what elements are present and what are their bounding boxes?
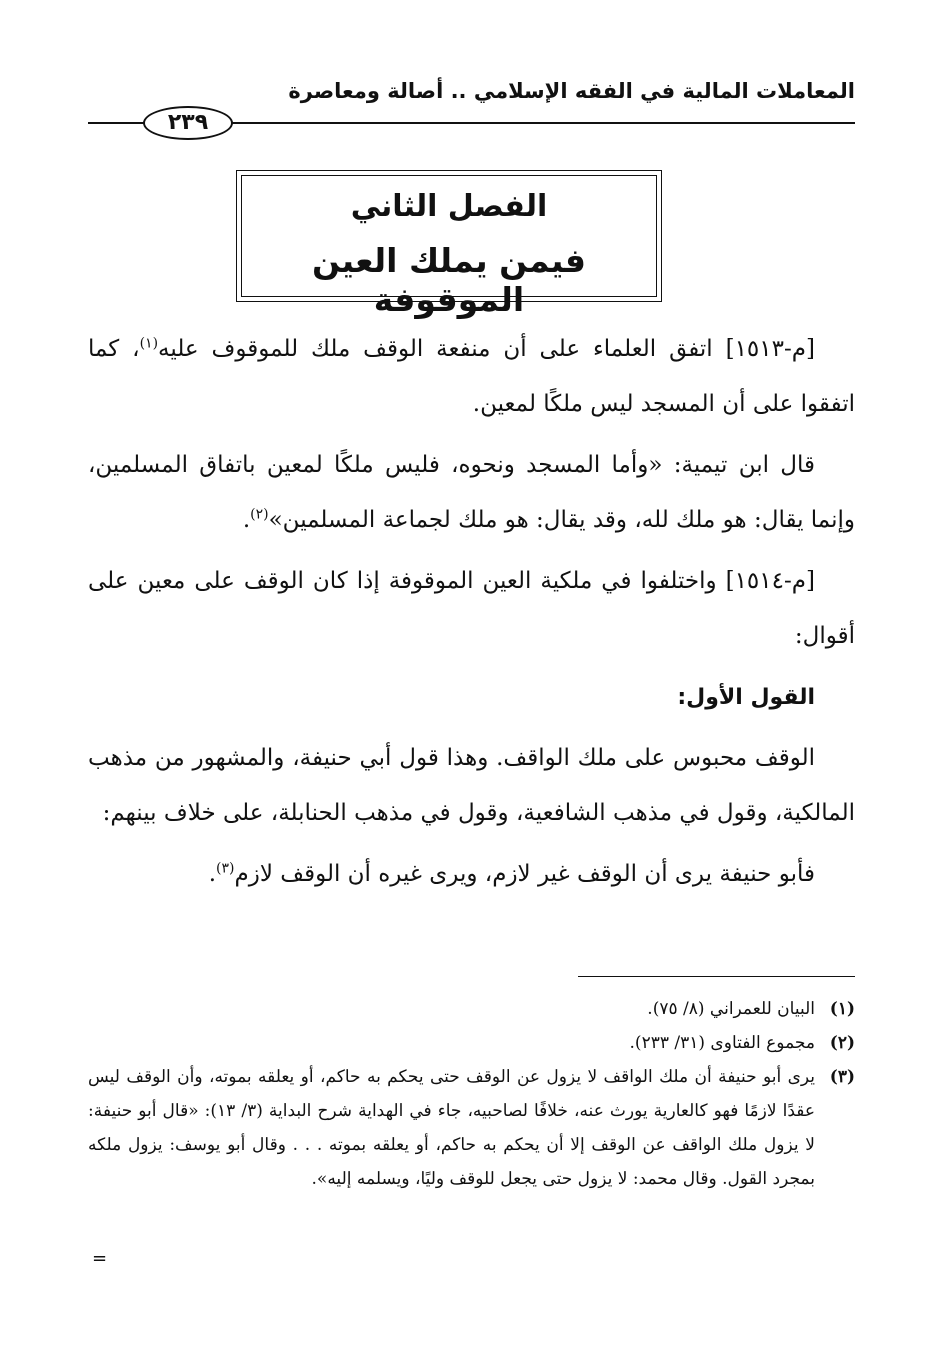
paragraph-text: ، كما اتفقوا على أن المسجد ليس ملكًا لمعين. [88, 336, 855, 417]
footnote-ref-1: (١) [139, 335, 159, 352]
footnote-text: يرى أبو حنيفة أن ملك الواقف لا يزول عن الوقف حتى يحكم به حاكم، أو يعلقه بموته، وأن الوقف ليس عقدًا لازمًا فهو كالعارية يورث عنه، خلافًا لصاحبيه، جاء في الهداية شرح البداية (٣/ ١٣): «قال أبو حنيفة: لا يزول ملك الواقف عن الوقف إلا أن يحكم به حاكم، أو يعلقه بموته . . . وقال أبو يوسف: يزول ملكه بمجرد القول. وقال محمد: لا يزول حتى يجعل للوقف وليًا، ويسلمه إليه». [88, 1067, 816, 1189]
footnote-2 [88, 1026, 855, 1060]
chapter-title-box [236, 170, 662, 319]
paragraph-1514 [88, 554, 855, 664]
footnote-ref-3: (٣) [216, 860, 235, 877]
chapter-subtitle: فيمن يملك العين الموقوفة [311, 241, 587, 319]
paragraph-text: [م-١٥١٣] اتفق العلماء على أن منفعة الوقف ملك للموقوف عليه [158, 336, 815, 362]
paragraph-text: الوقف محبوس على ملك الواقف. وهذا قول أبي حنيفة، والمشهور من مذهب المالكية، وقول في مذهب الشافعية، وقول في مذهب الحنابلة، على خلاف بينهم: [88, 745, 855, 826]
chapter-title: الفصل الثاني [350, 189, 548, 224]
paragraph-first-opinion [88, 731, 855, 841]
paragraph-1513 [88, 322, 855, 432]
footnote-number: (٣) [829, 1067, 855, 1087]
running-header-title: المعاملات المالية في الفقه الإسلامي .. أصالة ومعاصرة [288, 79, 855, 103]
paragraph-abu-hanifa [88, 847, 855, 902]
footnote-3 [88, 1060, 855, 1196]
paragraph-text: [م-١٥١٤] واختلفوا في ملكية العين الموقوفة إذا كان الوقف على معين على أقوال: [88, 568, 855, 649]
continuation-mark: = [92, 1248, 108, 1269]
footnote-text: البيان للعمراني (٨/ ٧٥). [647, 999, 815, 1019]
paragraph-text: . [208, 861, 217, 887]
footnote-number: (٢) [829, 1033, 855, 1053]
footnote-ref-2: (٢) [250, 506, 269, 523]
section-heading-first-opinion: القول الأول: [677, 685, 815, 710]
page-number: ٢٣٩ [143, 106, 233, 140]
paragraph-text: قال ابن تيمية: «وأما المسجد ونحوه، فليس ملكًا لمعين باتفاق المسلمين، وإنما يقال: هو ملك لله، وقد يقال: هو ملك لجماعة المسلمين» [88, 452, 855, 533]
paragraph-ibn-taymiyya-quote [88, 438, 855, 548]
body-text [88, 322, 855, 908]
footnote-number: (١) [829, 999, 855, 1019]
paragraph-text: . [242, 507, 251, 533]
footnote-separator [578, 976, 855, 977]
footnote-1 [88, 992, 855, 1026]
footnote-text: مجموع الفتاوى (٣١/ ٢٣٣). [629, 1033, 815, 1053]
paragraph-text: فأبو حنيفة يرى أن الوقف غير لازم، ويرى غيره أن الوقف لازم [234, 861, 815, 887]
footnotes [88, 992, 855, 1196]
